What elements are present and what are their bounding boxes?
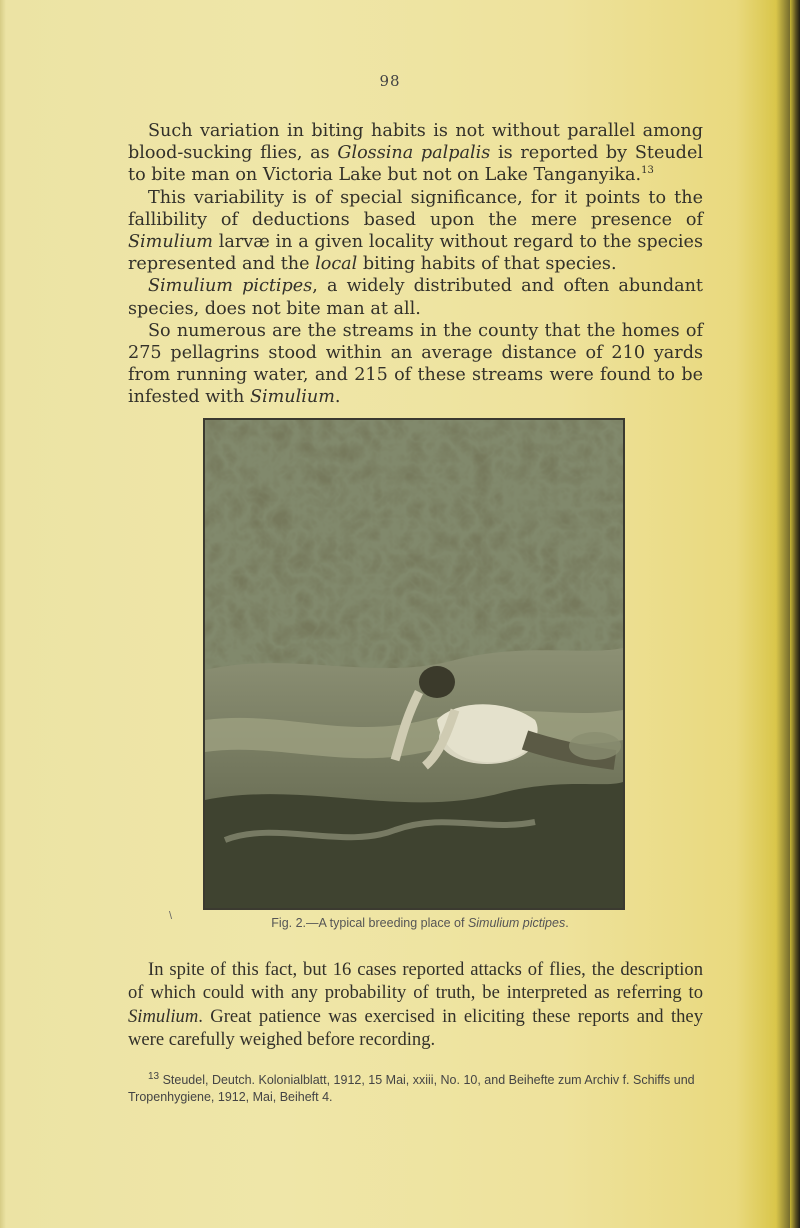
body-text-top [128, 120, 703, 409]
paragraph-2-text-c: biting habits of that species. [357, 254, 617, 275]
page-edge-left [0, 0, 6, 1228]
paragraph-4-text-b: . [334, 387, 341, 408]
caption-text: Fig. 2.—A typical breeding place of [271, 916, 468, 930]
emphasis-local: local [315, 254, 358, 275]
paragraph-2 [128, 187, 703, 276]
footnote-13 [128, 1072, 703, 1105]
paragraph-5 [128, 958, 703, 1052]
caption-species: Simulium pictipes [467, 916, 566, 930]
footnote-ref: 13 [641, 165, 654, 177]
paragraph-5-text-b: . Great patience was exercised in eliciting these reports and they were carefully weighed before recording. [128, 1005, 703, 1051]
figure-caption [200, 916, 640, 930]
paragraph-1-text-a: Such variation in biting habits is not without parallel among blood-sucking flies, as [128, 121, 703, 164]
genus-simulium: Simulium [128, 1005, 199, 1027]
genus-simulium: Simulium [128, 232, 213, 253]
species-glossina: Glossina palpalis [337, 143, 491, 164]
page-number: 98 [379, 72, 401, 90]
paragraph-2-text-a: This variability is of special significance, for it points to the fallibility of deductions based upon the mere presence of [128, 187, 703, 230]
caption-tick-mark: \ [169, 910, 173, 922]
paragraph-1 [128, 120, 703, 187]
paragraph-5-text-a: In spite of this fact, but 16 cases reported attacks of flies, the description of which could with any probability of truth, be interpreted as referring to [128, 959, 703, 1004]
paragraph-3 [128, 275, 703, 319]
genus-simulium: Simulium [249, 387, 335, 408]
caption-end: . [565, 916, 569, 930]
body-text-bottom [128, 958, 703, 1052]
footnote-marker: 13 [148, 1070, 160, 1082]
species-pictipes: Simulium pictipes [148, 276, 313, 297]
paragraph-3-text: , a widely distributed and often abundant species, does not bite man at all. [128, 276, 703, 319]
paragraph-2-text-b: larvæ in a given locality without regard to the species represented and the [128, 232, 703, 275]
paragraph-4-text-a: So numerous are the streams in the county that the homes of 275 pellagrins stood within an average distance of 210 yards from running water, and 215 of these streams were found to be infested with [128, 320, 703, 408]
footnote-text: Steudel, Deutch. Kolonialblatt, 1912, 15 Mai, xxiii, No. 10, and Beihefte zum Archiv f. Schiffs und Tropenhygiene, 1912, Mai, Beiheft 4. [128, 1073, 695, 1104]
stream-photo-illustration [205, 420, 623, 908]
figure-photo [203, 418, 625, 910]
paragraph-4 [128, 320, 703, 409]
page-edge-right [790, 0, 800, 1228]
paragraph-1-text-b: is reported by Steudel to bite man on Victoria Lake but not on Lake Tanganyika. [128, 143, 703, 186]
footnote [128, 1072, 703, 1105]
